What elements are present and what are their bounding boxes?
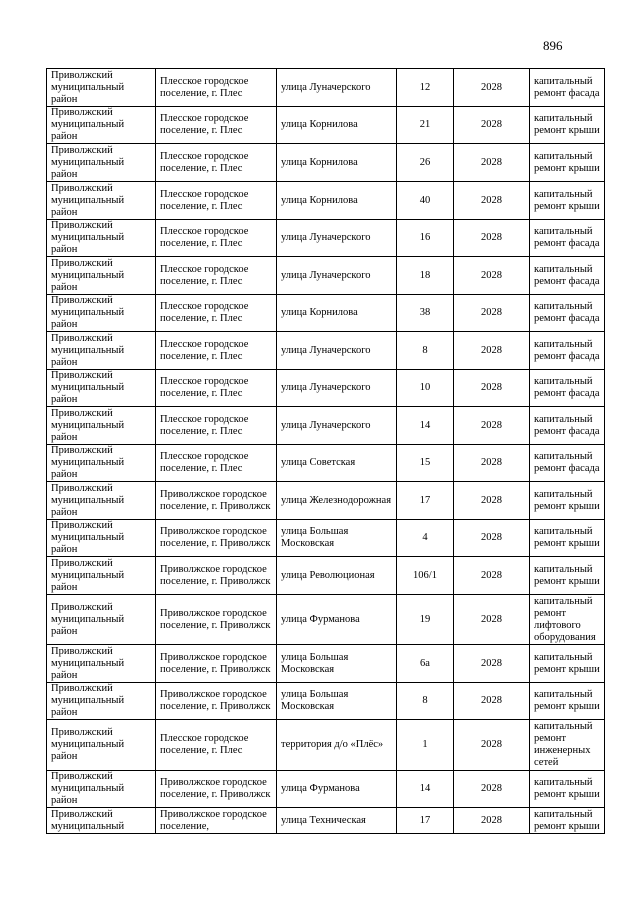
settlement-cell: Приволжское городское поселение, г. Приволжск [156, 595, 277, 645]
year-cell: 2028 [454, 370, 530, 407]
work-type-cell: капитальный ремонт крыши [530, 144, 605, 182]
street-cell: улица Луначерского [277, 220, 397, 257]
settlement-cell: Плесское городское поселение, г. Плес [156, 295, 277, 332]
table-row [47, 69, 605, 107]
street-cell: улица Большая Московская [277, 683, 397, 720]
table-row [47, 645, 605, 683]
work-type-cell: капитальный ремонт крыши [530, 771, 605, 808]
work-type-cell: капитальный ремонт фасада [530, 295, 605, 332]
work-type-cell: капитальный ремонт фасада [530, 69, 605, 107]
house-number-cell: 17 [397, 808, 454, 834]
settlement-cell: Плесское городское поселение, г. Плес [156, 445, 277, 482]
year-cell: 2028 [454, 107, 530, 144]
work-type-cell: капитальный ремонт крыши [530, 808, 605, 834]
work-type-cell: капитальный ремонт крыши [530, 645, 605, 683]
house-number-cell: 8 [397, 332, 454, 370]
district-cell: Приволжский муниципальный район [47, 683, 156, 720]
street-cell: улица Большая Московская [277, 520, 397, 557]
district-cell: Приволжский муниципальный район [47, 107, 156, 144]
table-row [47, 520, 605, 557]
district-cell: Приволжский муниципальный район [47, 720, 156, 771]
street-cell: улица Железнодорожная [277, 482, 397, 520]
year-cell: 2028 [454, 295, 530, 332]
work-type-cell: капитальный ремонт крыши [530, 520, 605, 557]
table-body [47, 69, 605, 834]
table-row [47, 370, 605, 407]
house-number-cell: 106/1 [397, 557, 454, 595]
table-row [47, 683, 605, 720]
table-row [47, 332, 605, 370]
table-row [47, 144, 605, 182]
settlement-cell: Плесское городское поселение, г. Плес [156, 182, 277, 220]
settlement-cell: Плесское городское поселение, г. Плес [156, 107, 277, 144]
work-type-cell: капитальный ремонт инженерных сетей [530, 720, 605, 771]
district-cell: Приволжский муниципальный район [47, 557, 156, 595]
street-cell: улица Луначерского [277, 257, 397, 295]
house-number-cell: 12 [397, 69, 454, 107]
street-cell: улица Фурманова [277, 595, 397, 645]
district-cell: Приволжский муниципальный район [47, 407, 156, 445]
house-number-cell: 8 [397, 683, 454, 720]
street-cell: улица Советская [277, 445, 397, 482]
table-row [47, 808, 605, 834]
street-cell: улица Корнилова [277, 182, 397, 220]
work-type-cell: капитальный ремонт фасада [530, 257, 605, 295]
table-row [47, 182, 605, 220]
house-number-cell: 1 [397, 720, 454, 771]
work-type-cell: капитальный ремонт лифтового оборудования [530, 595, 605, 645]
year-cell: 2028 [454, 445, 530, 482]
work-type-cell: капитальный ремонт фасада [530, 407, 605, 445]
table-row [47, 257, 605, 295]
year-cell: 2028 [454, 257, 530, 295]
year-cell: 2028 [454, 720, 530, 771]
settlement-cell: Плесское городское поселение, г. Плес [156, 407, 277, 445]
year-cell: 2028 [454, 69, 530, 107]
housing-repair-table [46, 68, 605, 834]
street-cell: улица Фурманова [277, 771, 397, 808]
table-row [47, 295, 605, 332]
district-cell: Приволжский муниципальный район [47, 370, 156, 407]
house-number-cell: 40 [397, 182, 454, 220]
house-number-cell: 14 [397, 771, 454, 808]
settlement-cell: Приволжское городское поселение, г. Приволжск [156, 482, 277, 520]
district-cell: Приволжский муниципальный район [47, 220, 156, 257]
work-type-cell: капитальный ремонт крыши [530, 482, 605, 520]
page-number: 896 [543, 38, 563, 53]
work-type-cell: капитальный ремонт фасада [530, 332, 605, 370]
house-number-cell: 14 [397, 407, 454, 445]
year-cell: 2028 [454, 808, 530, 834]
work-type-cell: капитальный ремонт фасада [530, 220, 605, 257]
year-cell: 2028 [454, 407, 530, 445]
street-cell: улица Луначерского [277, 370, 397, 407]
house-number-cell: 38 [397, 295, 454, 332]
house-number-cell: 6а [397, 645, 454, 683]
year-cell: 2028 [454, 520, 530, 557]
year-cell: 2028 [454, 595, 530, 645]
district-cell: Приволжский муниципальный район [47, 295, 156, 332]
street-cell: улица Корнилова [277, 295, 397, 332]
settlement-cell: Плесское городское поселение, г. Плес [156, 144, 277, 182]
street-cell: улица Большая Московская [277, 645, 397, 683]
house-number-cell: 17 [397, 482, 454, 520]
table-row [47, 720, 605, 771]
settlement-cell: Плесское городское поселение, г. Плес [156, 332, 277, 370]
district-cell: Приволжский муниципальный район [47, 482, 156, 520]
table-row [47, 445, 605, 482]
settlement-cell: Плесское городское поселение, г. Плес [156, 257, 277, 295]
district-cell: Приволжский муниципальный район [47, 257, 156, 295]
year-cell: 2028 [454, 771, 530, 808]
street-cell: улица Корнилова [277, 107, 397, 144]
street-cell: улица Луначерского [277, 407, 397, 445]
house-number-cell: 10 [397, 370, 454, 407]
house-number-cell: 4 [397, 520, 454, 557]
street-cell: улица Революционая [277, 557, 397, 595]
year-cell: 2028 [454, 182, 530, 220]
work-type-cell: капитальный ремонт крыши [530, 182, 605, 220]
district-cell: Приволжский муниципальный район [47, 144, 156, 182]
street-cell: улица Корнилова [277, 144, 397, 182]
settlement-cell: Плесское городское поселение, г. Плес [156, 69, 277, 107]
house-number-cell: 19 [397, 595, 454, 645]
year-cell: 2028 [454, 332, 530, 370]
table-row [47, 220, 605, 257]
district-cell: Приволжский муниципальный [47, 808, 156, 834]
table-row [47, 407, 605, 445]
district-cell: Приволжский муниципальный район [47, 332, 156, 370]
table-row [47, 557, 605, 595]
table-row [47, 107, 605, 144]
year-cell: 2028 [454, 645, 530, 683]
district-cell: Приволжский муниципальный район [47, 69, 156, 107]
work-type-cell: капитальный ремонт крыши [530, 107, 605, 144]
house-number-cell: 18 [397, 257, 454, 295]
district-cell: Приволжский муниципальный район [47, 645, 156, 683]
work-type-cell: капитальный ремонт крыши [530, 557, 605, 595]
street-cell: территория д/о «Плёс» [277, 720, 397, 771]
year-cell: 2028 [454, 482, 530, 520]
work-type-cell: капитальный ремонт фасада [530, 370, 605, 407]
settlement-cell: Приволжское городское поселение, г. Приволжск [156, 771, 277, 808]
year-cell: 2028 [454, 683, 530, 720]
work-type-cell: капитальный ремонт крыши [530, 683, 605, 720]
settlement-cell: Плесское городское поселение, г. Плес [156, 720, 277, 771]
street-cell: улица Луначерского [277, 332, 397, 370]
year-cell: 2028 [454, 557, 530, 595]
year-cell: 2028 [454, 220, 530, 257]
table-row [47, 482, 605, 520]
year-cell: 2028 [454, 144, 530, 182]
settlement-cell: Плесское городское поселение, г. Плес [156, 220, 277, 257]
settlement-cell: Приволжское городское поселение, г. Приволжск [156, 520, 277, 557]
settlement-cell: Приволжское городское поселение, [156, 808, 277, 834]
street-cell: улица Техническая [277, 808, 397, 834]
house-number-cell: 16 [397, 220, 454, 257]
district-cell: Приволжский муниципальный район [47, 445, 156, 482]
district-cell: Приволжский муниципальный район [47, 182, 156, 220]
street-cell: улица Луначерского [277, 69, 397, 107]
settlement-cell: Приволжское городское поселение, г. Приволжск [156, 645, 277, 683]
table-row [47, 595, 605, 645]
settlement-cell: Приволжское городское поселение, г. Приволжск [156, 683, 277, 720]
settlement-cell: Плесское городское поселение, г. Плес [156, 370, 277, 407]
district-cell: Приволжский муниципальный район [47, 520, 156, 557]
table-row [47, 771, 605, 808]
district-cell: Приволжский муниципальный район [47, 771, 156, 808]
house-number-cell: 21 [397, 107, 454, 144]
house-number-cell: 15 [397, 445, 454, 482]
settlement-cell: Приволжское городское поселение, г. Приволжск [156, 557, 277, 595]
house-number-cell: 26 [397, 144, 454, 182]
work-type-cell: капитальный ремонт фасада [530, 445, 605, 482]
district-cell: Приволжский муниципальный район [47, 595, 156, 645]
